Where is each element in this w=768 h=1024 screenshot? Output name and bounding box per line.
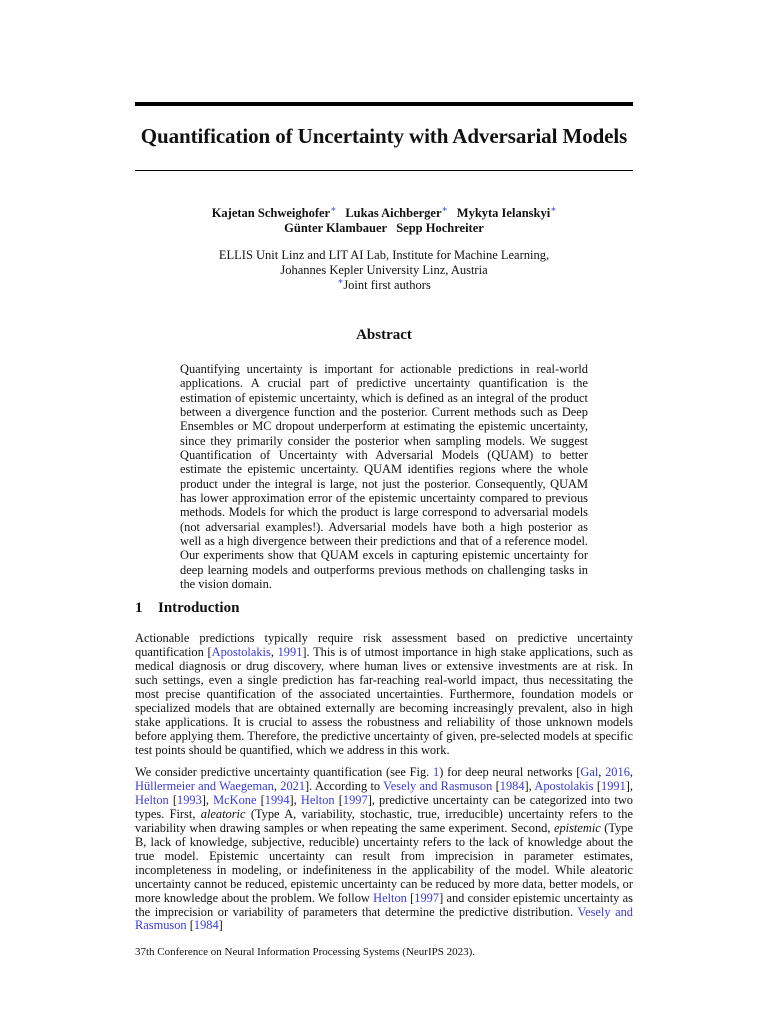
joint-first-author-mark: ∗ <box>330 203 337 214</box>
citation-link[interactable]: Helton <box>135 792 169 807</box>
affiliation-line: Johannes Kepler University Linz, Austria <box>280 263 488 277</box>
intro-paragraph-1: Actionable predictions typically require risk assessment based on predictive uncertainty quantification [Apostolakis, 1991]. This is of utmost importance in high stake applications, such as medical diagnosis or drug discovery, where human lives or extensive investments are at risk. In such settings, even a single prediction has far-reaching real-world impact, thus necessitating the most precise quantification of the associated uncertainties. Furthermore, foundation models or specialized models that are obtained externally are becoming increasingly prevalent, also in high stake applications. It is crucial to assess the robustness and reliability of those unknown models before applying them. Therefore, the predictive uncertainty of given, pre-selected models at specific test points should be quantified, which we address in this work. <box>135 631 633 757</box>
citation-link[interactable]: 1984 <box>193 918 219 933</box>
author-list <box>135 203 633 236</box>
citation-link[interactable]: Helton <box>300 792 335 807</box>
author-name: Günter Klambauer <box>284 221 388 235</box>
citation-link[interactable]: 2016 <box>605 765 630 779</box>
emphasis-epistemic: epistemic <box>553 820 601 835</box>
citation-link[interactable]: McKone <box>213 792 257 807</box>
figure-reference-link[interactable]: 1 <box>433 765 440 779</box>
abstract-text: Quantifying uncertainty is important for actionable predictions in real-world applications. A crucial part of predictive uncertainty quantification is the estimation of epistemic uncertainty, which is defined as an integral of the product between a divergence function and the posterior. Current methods such as Deep Ensembles or MC dropout underperform at estimating the epistemic uncertainty, since they primarily consider the posterior when sampling models. We suggest Quantification of Uncertainty with Adversarial Models (QUAM) to better estimate the epistemic uncertainty. QUAM identifies regions where the whole product under the integral is large, not just the posterior. Consequently, QUAM has lower approximation error of the epistemic uncertainty compared to previous methods. Models for which the product is large correspond to adversarial models (not adversarial examples!). Adversarial models have both a high posterior as well as a high divergence between their predictions and that of a reference model. Our experiments show that QUAM excels in capturing epistemic uncertainty for deep learning models and outperforms previous methods on challenging tasks in the vision domain. <box>180 362 588 592</box>
note-star: ∗ <box>337 275 344 286</box>
title-bottom-rule <box>135 170 633 171</box>
author-name: Kajetan Schweighofer <box>211 206 331 220</box>
citation-link[interactable]: 1993 <box>177 792 202 807</box>
joint-first-authors-note <box>135 275 633 293</box>
citation-link[interactable]: Vesely and Rasmuson <box>135 904 633 933</box>
author-name: Sepp Hochreiter <box>396 221 484 235</box>
citation-link[interactable]: Hüllermeier and Waegeman <box>135 778 274 793</box>
citation-link[interactable]: Helton <box>373 890 407 905</box>
joint-first-author-mark: ∗ <box>441 203 448 214</box>
conference-footnote: 37th Conference on Neural Information Processing Systems (NeurIPS 2023). <box>135 946 476 958</box>
emphasis-aleatoric: aleatoric <box>200 806 246 821</box>
citation-link[interactable]: 1991 <box>601 778 626 793</box>
author-line-2 <box>135 221 633 236</box>
citation-link[interactable]: 1997 <box>414 890 440 905</box>
citation-link[interactable]: 1997 <box>342 792 368 807</box>
note-text: Joint first authors <box>343 278 431 292</box>
author-name: Mykyta Ielanskyi <box>456 206 551 220</box>
citation-link[interactable]: Gal <box>580 765 599 779</box>
paper-title: Quantification of Uncertainty with Adversarial Models <box>140 124 628 148</box>
citation-link[interactable]: Apostolakis <box>534 778 594 793</box>
affiliation-block <box>135 248 633 293</box>
abstract-heading: Abstract <box>356 327 412 343</box>
intro-paragraph-2: We consider predictive uncertainty quantification (see Fig. 1) for deep neural networks [Gal, 2016, Hüllermeier and Waegeman, 2021]. According to Vesely and Rasmuson [1984], Apostolakis [1991], Helton [1993], McKone [1994], Helton [1997], predictive uncertainty can be categorized into two types. First, aleatoric (Type A, variability, stochastic, true, irreducible) uncertainty refers to the variability when drawing samples or when repeating the same experiment. Second, epistemic (Type B, lack of knowledge, subjective, reducible) uncertainty refers to the lack of knowledge about the true model. Epistemic uncertainty can result from imprecision in parameter estimates, incompleteness in modeling, or indefiniteness in the applicability of the model. While aleatoric uncertainty cannot be reduced, epistemic uncertainty can be reduced by more data, better models, or more knowledge about the problem. We follow Helton [1997] and consider epistemic uncertainty as the imprecision or variability of parameters that determine the predictive distribution. Vesely and Rasmuson [1984] <box>135 765 634 933</box>
citation-link[interactable]: 1991 <box>277 644 303 659</box>
joint-first-author-mark: ∗ <box>550 203 557 214</box>
citation-link[interactable]: Vesely and Rasmuson <box>383 778 493 793</box>
affiliation-line: ELLIS Unit Linz and LIT AI Lab, Institute for Machine Learning, <box>218 248 550 262</box>
citation-link[interactable]: 1994 <box>264 792 290 807</box>
section-title: Introduction <box>158 600 240 616</box>
citation-link[interactable]: 2021 <box>280 778 306 793</box>
section-heading-introduction <box>135 600 239 617</box>
author-name: Lukas Aichberger <box>345 206 442 220</box>
citation-link[interactable]: 1984 <box>499 778 525 793</box>
title-top-rule <box>135 102 633 106</box>
author-line-1 <box>135 203 633 221</box>
citation-link[interactable]: Apostolakis <box>211 644 271 659</box>
section-number: 1 <box>135 600 143 616</box>
